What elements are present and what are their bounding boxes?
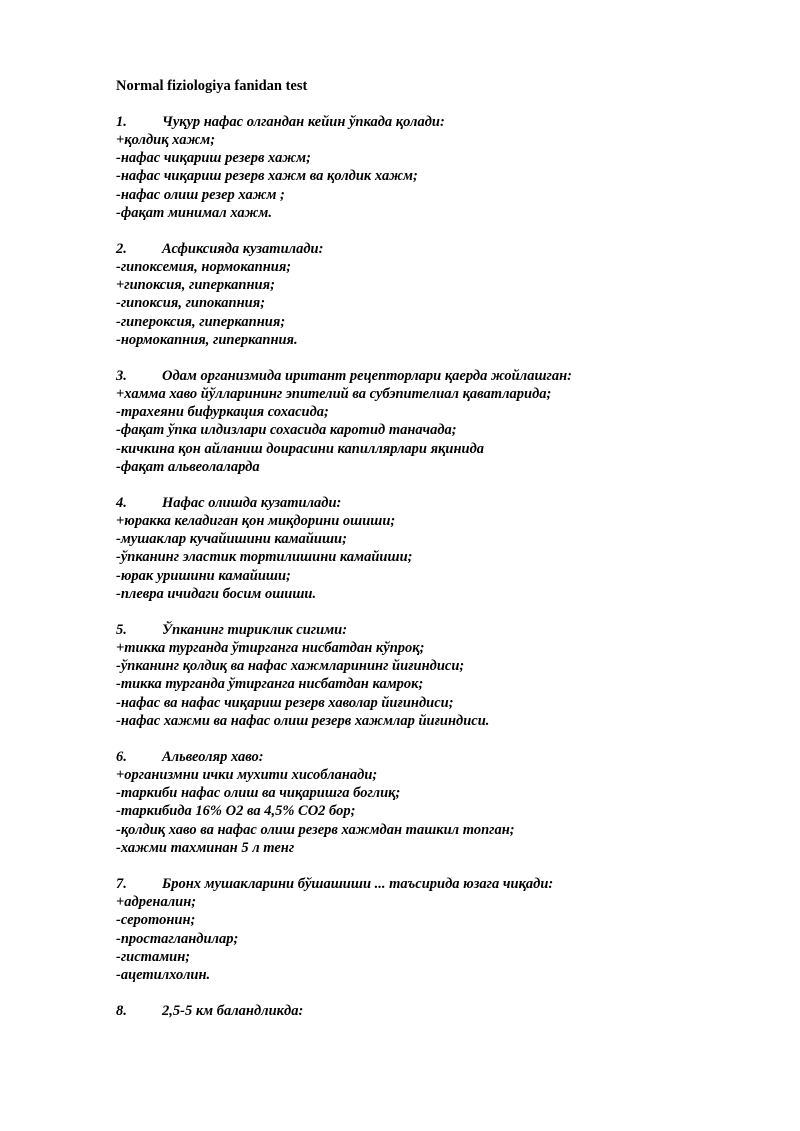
answer-option: -нормокапния, гиперкапния.: [116, 331, 298, 348]
question-block: [116, 748, 766, 857]
answer-option: -нафас ва нафас чиқариш резерв хаволар йиғиндиси;: [116, 694, 454, 711]
question-block: [116, 240, 766, 349]
answer-option: -юрак уришини камайиши;: [116, 567, 291, 584]
answer-option: -хажми тахминан 5 л тенг: [116, 839, 295, 856]
question-number: 8.: [116, 1003, 127, 1020]
answer-option: -нафас чиқариш резерв хажм ва қолдик хажм;: [116, 168, 418, 185]
question-number: 5.: [116, 622, 127, 639]
question-heading: [116, 748, 766, 766]
document-content: [116, 77, 766, 1038]
answer-option: -гипероксия, гиперкапния;: [116, 313, 286, 330]
question-heading: [116, 240, 766, 258]
question-text: Нафас олишда кузатилади:: [162, 495, 342, 512]
answer-option: -нафас хажми ва нафас олиш резерв хажмлар йиғиндиси.: [116, 712, 490, 729]
answer-option: -таркибида 16% О2 ва 4,5% СО2 бор;: [116, 803, 356, 820]
question-block: [116, 621, 766, 730]
answer-option: -тикка турганда ўтирганга нисбатдан камрок;: [116, 676, 424, 693]
answer-option: -серотонин;: [116, 912, 196, 929]
question-text: Ўпканинг тириклик сигими:: [162, 622, 348, 639]
answer-option: +организмни ички мухити хисобланади;: [116, 767, 378, 784]
question-text: Бронх мушакларини бўшашиши ... таъсирида юзага чиқади:: [162, 876, 554, 893]
answer-option: +қолдиқ хажм;: [116, 132, 216, 148]
question-list: [116, 113, 766, 1020]
question-text: Асфиксияда кузатилади:: [162, 241, 324, 258]
answer-option: +юракка келадиган қон миқдорини ошиши;: [116, 513, 396, 530]
answer-option: -нафас чиқариш резерв хажм;: [116, 150, 311, 167]
answer-option: -фақат ўпка илдизлари сохасида каротид таначада;: [116, 422, 457, 439]
question-text: Альвеоляр хаво:: [162, 749, 264, 766]
question-heading: [116, 875, 766, 893]
answer-option: -простагландилар;: [116, 930, 239, 947]
question-heading: [116, 621, 766, 639]
question-number: 6.: [116, 749, 127, 766]
document-title: Normal fiziologiya fanidan test: [116, 78, 308, 94]
question-text: Чуқур нафас олгандан кейин ўпкада қолади:: [162, 114, 445, 130]
answer-option: -гистамин;: [116, 948, 191, 965]
answer-option: -ўпканинг қолдиқ ва нафас хажмларининг йиғиндиси;: [116, 658, 465, 675]
question-block: [116, 494, 766, 603]
question-heading: [116, 1002, 766, 1020]
question-number: 2.: [116, 241, 127, 258]
answer-option: +тикка турганда ўтирганга нисбатдан кўпроқ;: [116, 640, 425, 657]
answer-option: -гипоксия, гипокапния;: [116, 295, 266, 312]
question-block: [116, 875, 766, 984]
answer-option: -ацетилхолин.: [116, 966, 211, 983]
answer-option: -фақат минимал хажм.: [116, 204, 272, 221]
answer-option: -мушаклар кучайишини камайиши;: [116, 531, 347, 548]
question-text: Одам организмида иритант рецепторлари қаерда жойлашган:: [162, 368, 573, 385]
question-number: 1.: [116, 114, 127, 130]
question-number: 3.: [116, 368, 127, 385]
question-block: [116, 1002, 766, 1020]
answer-option: -плевра ичидаги босим ошиши.: [116, 585, 317, 602]
question-heading: [116, 367, 766, 385]
question-heading: [116, 494, 766, 512]
answer-option: +хамма хаво йўлларининг эпителий ва субэпителиал қаватларида;: [116, 386, 552, 403]
question-block: [116, 113, 766, 222]
question-heading: [116, 113, 766, 131]
answer-option: -таркиби нафас олиш ва чиқаришга боглиқ;: [116, 785, 401, 802]
answer-option: -трахеяни бифуркация сохасида;: [116, 404, 329, 421]
answer-option: -нафас олиш резер хажм ;: [116, 186, 285, 203]
answer-option: -фақат альвеолаларда: [116, 458, 260, 475]
question-text: 2,5-5 км баландликда:: [162, 1003, 304, 1020]
answer-option: -кичкина қон айланиш доирасини капиллярлари яқинида: [116, 440, 485, 457]
answer-option: +гипоксия, гиперкапния;: [116, 277, 275, 294]
question-number: 4.: [116, 495, 127, 512]
answer-option: -гипоксемия, нормокапния;: [116, 259, 292, 276]
answer-option: -қолдиқ хаво ва нафас олиш резерв хажмдан ташкил топган;: [116, 821, 515, 838]
answer-option: +адреналин;: [116, 894, 197, 911]
answer-option: -ўпканинг эластик тортилишини камайиши;: [116, 549, 413, 566]
question-block: [116, 367, 766, 476]
question-number: 7.: [116, 876, 127, 893]
